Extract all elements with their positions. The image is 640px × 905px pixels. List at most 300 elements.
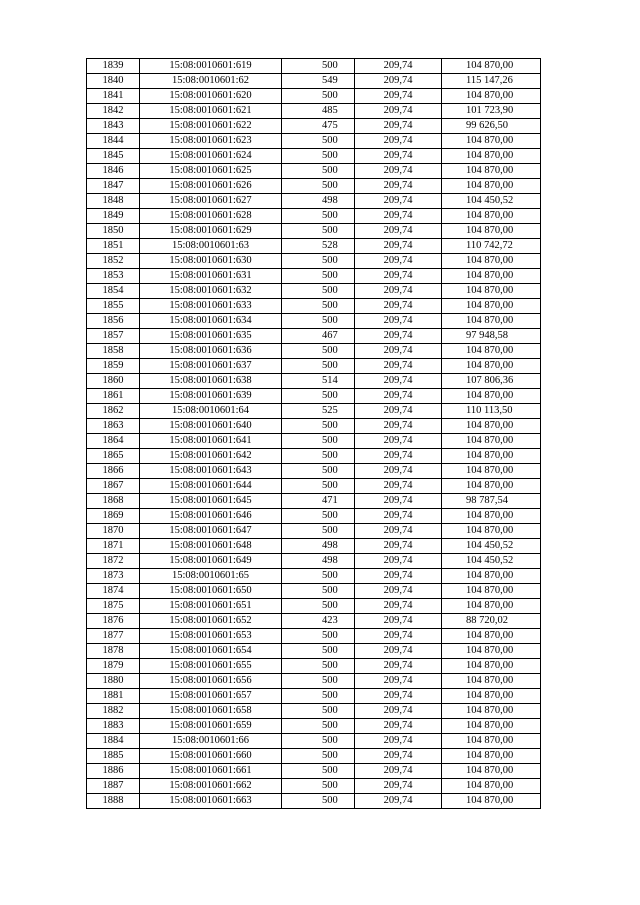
area-cell: 498 xyxy=(282,539,355,554)
total-cell: 97 948,58 xyxy=(442,329,541,344)
cadastral-number-cell: 15:08:0010601:647 xyxy=(140,524,282,539)
row-number-cell: 1850 xyxy=(87,224,140,239)
table-row xyxy=(87,569,541,584)
total-cell: 104 870,00 xyxy=(442,434,541,449)
total-cell: 104 870,00 xyxy=(442,749,541,764)
cadastral-number-cell: 15:08:0010601:637 xyxy=(140,359,282,374)
row-number-cell: 1871 xyxy=(87,539,140,554)
price-cell: 209,74 xyxy=(355,359,442,374)
table-row xyxy=(87,104,541,119)
total-cell: 104 870,00 xyxy=(442,179,541,194)
table-row xyxy=(87,179,541,194)
price-cell: 209,74 xyxy=(355,209,442,224)
row-number-cell: 1857 xyxy=(87,329,140,344)
price-cell: 209,74 xyxy=(355,704,442,719)
area-cell: 500 xyxy=(282,434,355,449)
cadastral-number-cell: 15:08:0010601:639 xyxy=(140,389,282,404)
table-row xyxy=(87,494,541,509)
cadastral-number-cell: 15:08:0010601:626 xyxy=(140,179,282,194)
price-cell: 209,74 xyxy=(355,284,442,299)
row-number-cell: 1862 xyxy=(87,404,140,419)
area-cell: 467 xyxy=(282,329,355,344)
area-cell: 498 xyxy=(282,554,355,569)
table-row xyxy=(87,404,541,419)
row-number-cell: 1877 xyxy=(87,629,140,644)
row-number-cell: 1867 xyxy=(87,479,140,494)
price-cell: 209,74 xyxy=(355,494,442,509)
table-body xyxy=(87,59,541,809)
table-row xyxy=(87,329,541,344)
row-number-cell: 1881 xyxy=(87,689,140,704)
total-cell: 110 742,72 xyxy=(442,239,541,254)
cadastral-number-cell: 15:08:0010601:634 xyxy=(140,314,282,329)
total-cell: 115 147,26 xyxy=(442,74,541,89)
price-cell: 209,74 xyxy=(355,689,442,704)
cadastral-number-cell: 15:08:0010601:623 xyxy=(140,134,282,149)
row-number-cell: 1872 xyxy=(87,554,140,569)
price-cell: 209,74 xyxy=(355,779,442,794)
cadastral-number-cell: 15:08:0010601:654 xyxy=(140,644,282,659)
table-row xyxy=(87,59,541,74)
cadastral-number-cell: 15:08:0010601:633 xyxy=(140,299,282,314)
table-row xyxy=(87,74,541,89)
total-cell: 104 870,00 xyxy=(442,89,541,104)
price-cell: 209,74 xyxy=(355,539,442,554)
cadastral-number-cell: 15:08:0010601:620 xyxy=(140,89,282,104)
table-row xyxy=(87,434,541,449)
table-row xyxy=(87,644,541,659)
table-row xyxy=(87,119,541,134)
cadastral-number-cell: 15:08:0010601:627 xyxy=(140,194,282,209)
table-row xyxy=(87,134,541,149)
total-cell: 104 870,00 xyxy=(442,674,541,689)
table-row xyxy=(87,449,541,464)
cadastral-number-cell: 15:08:0010601:645 xyxy=(140,494,282,509)
cadastral-number-cell: 15:08:0010601:640 xyxy=(140,419,282,434)
row-number-cell: 1880 xyxy=(87,674,140,689)
row-number-cell: 1856 xyxy=(87,314,140,329)
table-row xyxy=(87,254,541,269)
area-cell: 500 xyxy=(282,209,355,224)
price-cell: 209,74 xyxy=(355,674,442,689)
total-cell: 104 870,00 xyxy=(442,164,541,179)
row-number-cell: 1886 xyxy=(87,764,140,779)
area-cell: 500 xyxy=(282,734,355,749)
price-cell: 209,74 xyxy=(355,59,442,74)
cadastral-number-cell: 15:08:0010601:649 xyxy=(140,554,282,569)
total-cell: 104 870,00 xyxy=(442,449,541,464)
total-cell: 104 870,00 xyxy=(442,659,541,674)
area-cell: 485 xyxy=(282,104,355,119)
total-cell: 104 870,00 xyxy=(442,644,541,659)
cadastral-number-cell: 15:08:0010601:621 xyxy=(140,104,282,119)
area-cell: 500 xyxy=(282,419,355,434)
area-cell: 500 xyxy=(282,89,355,104)
area-cell: 549 xyxy=(282,74,355,89)
area-cell: 500 xyxy=(282,344,355,359)
total-cell: 104 870,00 xyxy=(442,464,541,479)
total-cell: 104 870,00 xyxy=(442,389,541,404)
table-row xyxy=(87,749,541,764)
row-number-cell: 1859 xyxy=(87,359,140,374)
row-number-cell: 1876 xyxy=(87,614,140,629)
table-row xyxy=(87,659,541,674)
area-cell: 500 xyxy=(282,59,355,74)
cadastral-table xyxy=(86,58,541,809)
area-cell: 500 xyxy=(282,449,355,464)
area-cell: 500 xyxy=(282,569,355,584)
total-cell: 104 870,00 xyxy=(442,569,541,584)
total-cell: 104 870,00 xyxy=(442,794,541,809)
total-cell: 104 870,00 xyxy=(442,629,541,644)
total-cell: 104 870,00 xyxy=(442,719,541,734)
row-number-cell: 1865 xyxy=(87,449,140,464)
total-cell: 104 450,52 xyxy=(442,554,541,569)
cadastral-number-cell: 15:08:0010601:629 xyxy=(140,224,282,239)
cadastral-number-cell: 15:08:0010601:644 xyxy=(140,479,282,494)
row-number-cell: 1860 xyxy=(87,374,140,389)
total-cell: 104 870,00 xyxy=(442,599,541,614)
row-number-cell: 1853 xyxy=(87,269,140,284)
area-cell: 500 xyxy=(282,314,355,329)
row-number-cell: 1874 xyxy=(87,584,140,599)
cadastral-number-cell: 15:08:0010601:661 xyxy=(140,764,282,779)
area-cell: 500 xyxy=(282,179,355,194)
total-cell: 104 870,00 xyxy=(442,779,541,794)
row-number-cell: 1885 xyxy=(87,749,140,764)
area-cell: 525 xyxy=(282,404,355,419)
cadastral-number-cell: 15:08:0010601:641 xyxy=(140,434,282,449)
table-row xyxy=(87,344,541,359)
area-cell: 475 xyxy=(282,119,355,134)
cadastral-number-cell: 15:08:0010601:656 xyxy=(140,674,282,689)
row-number-cell: 1887 xyxy=(87,779,140,794)
row-number-cell: 1869 xyxy=(87,509,140,524)
row-number-cell: 1854 xyxy=(87,284,140,299)
price-cell: 209,74 xyxy=(355,404,442,419)
row-number-cell: 1845 xyxy=(87,149,140,164)
row-number-cell: 1852 xyxy=(87,254,140,269)
price-cell: 209,74 xyxy=(355,794,442,809)
cadastral-number-cell: 15:08:0010601:646 xyxy=(140,509,282,524)
cadastral-number-cell: 15:08:0010601:662 xyxy=(140,779,282,794)
table-row xyxy=(87,464,541,479)
area-cell: 500 xyxy=(282,794,355,809)
total-cell: 104 870,00 xyxy=(442,419,541,434)
table-row xyxy=(87,584,541,599)
row-number-cell: 1882 xyxy=(87,704,140,719)
cadastral-number-cell: 15:08:0010601:65 xyxy=(140,569,282,584)
price-cell: 209,74 xyxy=(355,524,442,539)
table-row xyxy=(87,149,541,164)
area-cell: 500 xyxy=(282,719,355,734)
table-row xyxy=(87,794,541,809)
table-row xyxy=(87,764,541,779)
row-number-cell: 1879 xyxy=(87,659,140,674)
table-row xyxy=(87,299,541,314)
area-cell: 500 xyxy=(282,509,355,524)
cadastral-number-cell: 15:08:0010601:655 xyxy=(140,659,282,674)
row-number-cell: 1842 xyxy=(87,104,140,119)
price-cell: 209,74 xyxy=(355,299,442,314)
cadastral-number-cell: 15:08:0010601:66 xyxy=(140,734,282,749)
cadastral-number-cell: 15:08:0010601:635 xyxy=(140,329,282,344)
table-row xyxy=(87,554,541,569)
price-cell: 209,74 xyxy=(355,104,442,119)
table-row xyxy=(87,479,541,494)
total-cell: 88 720,02 xyxy=(442,614,541,629)
cadastral-number-cell: 15:08:0010601:63 xyxy=(140,239,282,254)
row-number-cell: 1863 xyxy=(87,419,140,434)
area-cell: 500 xyxy=(282,134,355,149)
area-cell: 423 xyxy=(282,614,355,629)
price-cell: 209,74 xyxy=(355,479,442,494)
area-cell: 500 xyxy=(282,164,355,179)
total-cell: 104 870,00 xyxy=(442,344,541,359)
table-row xyxy=(87,374,541,389)
row-number-cell: 1866 xyxy=(87,464,140,479)
cadastral-number-cell: 15:08:0010601:657 xyxy=(140,689,282,704)
price-cell: 209,74 xyxy=(355,374,442,389)
area-cell: 498 xyxy=(282,194,355,209)
price-cell: 209,74 xyxy=(355,194,442,209)
price-cell: 209,74 xyxy=(355,599,442,614)
cadastral-number-cell: 15:08:0010601:648 xyxy=(140,539,282,554)
price-cell: 209,74 xyxy=(355,344,442,359)
price-cell: 209,74 xyxy=(355,224,442,239)
total-cell: 99 626,50 xyxy=(442,119,541,134)
area-cell: 528 xyxy=(282,239,355,254)
cadastral-number-cell: 15:08:0010601:651 xyxy=(140,599,282,614)
row-number-cell: 1875 xyxy=(87,599,140,614)
cadastral-number-cell: 15:08:0010601:659 xyxy=(140,719,282,734)
total-cell: 104 870,00 xyxy=(442,479,541,494)
area-cell: 471 xyxy=(282,494,355,509)
cadastral-number-cell: 15:08:0010601:64 xyxy=(140,404,282,419)
price-cell: 209,74 xyxy=(355,449,442,464)
cadastral-number-cell: 15:08:0010601:632 xyxy=(140,284,282,299)
total-cell: 104 870,00 xyxy=(442,689,541,704)
price-cell: 209,74 xyxy=(355,569,442,584)
table-row xyxy=(87,524,541,539)
total-cell: 104 870,00 xyxy=(442,284,541,299)
total-cell: 104 450,52 xyxy=(442,539,541,554)
row-number-cell: 1884 xyxy=(87,734,140,749)
price-cell: 209,74 xyxy=(355,614,442,629)
area-cell: 500 xyxy=(282,479,355,494)
table-row xyxy=(87,419,541,434)
table-row xyxy=(87,209,541,224)
total-cell: 104 870,00 xyxy=(442,224,541,239)
cadastral-number-cell: 15:08:0010601:628 xyxy=(140,209,282,224)
row-number-cell: 1858 xyxy=(87,344,140,359)
row-number-cell: 1883 xyxy=(87,719,140,734)
table-row xyxy=(87,224,541,239)
table-row xyxy=(87,89,541,104)
table-row xyxy=(87,314,541,329)
cadastral-number-cell: 15:08:0010601:622 xyxy=(140,119,282,134)
cadastral-number-cell: 15:08:0010601:619 xyxy=(140,59,282,74)
area-cell: 500 xyxy=(282,284,355,299)
total-cell: 104 870,00 xyxy=(442,734,541,749)
row-number-cell: 1888 xyxy=(87,794,140,809)
table-row xyxy=(87,539,541,554)
table-row xyxy=(87,779,541,794)
table-row xyxy=(87,674,541,689)
price-cell: 209,74 xyxy=(355,629,442,644)
table-row xyxy=(87,269,541,284)
price-cell: 209,74 xyxy=(355,749,442,764)
row-number-cell: 1844 xyxy=(87,134,140,149)
table-row xyxy=(87,284,541,299)
area-cell: 500 xyxy=(282,629,355,644)
total-cell: 110 113,50 xyxy=(442,404,541,419)
price-cell: 209,74 xyxy=(355,239,442,254)
table-row xyxy=(87,704,541,719)
total-cell: 104 870,00 xyxy=(442,254,541,269)
total-cell: 104 870,00 xyxy=(442,584,541,599)
area-cell: 500 xyxy=(282,224,355,239)
table-row xyxy=(87,629,541,644)
area-cell: 500 xyxy=(282,674,355,689)
total-cell: 104 870,00 xyxy=(442,59,541,74)
cadastral-number-cell: 15:08:0010601:624 xyxy=(140,149,282,164)
area-cell: 500 xyxy=(282,599,355,614)
price-cell: 209,74 xyxy=(355,179,442,194)
table-row xyxy=(87,689,541,704)
price-cell: 209,74 xyxy=(355,554,442,569)
table-row xyxy=(87,734,541,749)
total-cell: 104 870,00 xyxy=(442,269,541,284)
total-cell: 104 870,00 xyxy=(442,359,541,374)
cadastral-number-cell: 15:08:0010601:630 xyxy=(140,254,282,269)
price-cell: 209,74 xyxy=(355,314,442,329)
price-cell: 209,74 xyxy=(355,584,442,599)
row-number-cell: 1843 xyxy=(87,119,140,134)
row-number-cell: 1878 xyxy=(87,644,140,659)
price-cell: 209,74 xyxy=(355,734,442,749)
cadastral-number-cell: 15:08:0010601:636 xyxy=(140,344,282,359)
row-number-cell: 1841 xyxy=(87,89,140,104)
price-cell: 209,74 xyxy=(355,419,442,434)
row-number-cell: 1855 xyxy=(87,299,140,314)
area-cell: 500 xyxy=(282,764,355,779)
price-cell: 209,74 xyxy=(355,89,442,104)
total-cell: 104 870,00 xyxy=(442,764,541,779)
cadastral-number-cell: 15:08:0010601:642 xyxy=(140,449,282,464)
total-cell: 104 870,00 xyxy=(442,524,541,539)
cadastral-number-cell: 15:08:0010601:653 xyxy=(140,629,282,644)
cadastral-number-cell: 15:08:0010601:663 xyxy=(140,794,282,809)
area-cell: 500 xyxy=(282,749,355,764)
total-cell: 107 806,36 xyxy=(442,374,541,389)
table-row xyxy=(87,239,541,254)
row-number-cell: 1846 xyxy=(87,164,140,179)
total-cell: 104 870,00 xyxy=(442,509,541,524)
row-number-cell: 1868 xyxy=(87,494,140,509)
price-cell: 209,74 xyxy=(355,719,442,734)
area-cell: 500 xyxy=(282,584,355,599)
price-cell: 209,74 xyxy=(355,254,442,269)
cadastral-number-cell: 15:08:0010601:625 xyxy=(140,164,282,179)
row-number-cell: 1848 xyxy=(87,194,140,209)
row-number-cell: 1847 xyxy=(87,179,140,194)
table-row xyxy=(87,599,541,614)
area-cell: 500 xyxy=(282,644,355,659)
price-cell: 209,74 xyxy=(355,119,442,134)
row-number-cell: 1851 xyxy=(87,239,140,254)
area-cell: 500 xyxy=(282,659,355,674)
price-cell: 209,74 xyxy=(355,659,442,674)
area-cell: 500 xyxy=(282,149,355,164)
cadastral-number-cell: 15:08:0010601:643 xyxy=(140,464,282,479)
table-row xyxy=(87,614,541,629)
area-cell: 500 xyxy=(282,689,355,704)
price-cell: 209,74 xyxy=(355,74,442,89)
table-row xyxy=(87,509,541,524)
price-cell: 209,74 xyxy=(355,134,442,149)
row-number-cell: 1849 xyxy=(87,209,140,224)
row-number-cell: 1870 xyxy=(87,524,140,539)
area-cell: 500 xyxy=(282,389,355,404)
area-cell: 500 xyxy=(282,269,355,284)
area-cell: 500 xyxy=(282,359,355,374)
table-row xyxy=(87,389,541,404)
price-cell: 209,74 xyxy=(355,464,442,479)
cadastral-number-cell: 15:08:0010601:658 xyxy=(140,704,282,719)
total-cell: 104 870,00 xyxy=(442,149,541,164)
area-cell: 500 xyxy=(282,524,355,539)
area-cell: 500 xyxy=(282,299,355,314)
area-cell: 514 xyxy=(282,374,355,389)
table-row xyxy=(87,359,541,374)
cadastral-number-cell: 15:08:0010601:650 xyxy=(140,584,282,599)
price-cell: 209,74 xyxy=(355,509,442,524)
price-cell: 209,74 xyxy=(355,644,442,659)
cadastral-number-cell: 15:08:0010601:638 xyxy=(140,374,282,389)
table-row xyxy=(87,164,541,179)
area-cell: 500 xyxy=(282,704,355,719)
row-number-cell: 1864 xyxy=(87,434,140,449)
cadastral-number-cell: 15:08:0010601:652 xyxy=(140,614,282,629)
price-cell: 209,74 xyxy=(355,764,442,779)
price-cell: 209,74 xyxy=(355,269,442,284)
total-cell: 104 870,00 xyxy=(442,704,541,719)
cadastral-number-cell: 15:08:0010601:631 xyxy=(140,269,282,284)
price-cell: 209,74 xyxy=(355,389,442,404)
area-cell: 500 xyxy=(282,254,355,269)
total-cell: 104 870,00 xyxy=(442,314,541,329)
table-row xyxy=(87,719,541,734)
area-cell: 500 xyxy=(282,779,355,794)
table-row xyxy=(87,194,541,209)
total-cell: 101 723,90 xyxy=(442,104,541,119)
price-cell: 209,74 xyxy=(355,149,442,164)
cadastral-number-cell: 15:08:0010601:660 xyxy=(140,749,282,764)
total-cell: 98 787,54 xyxy=(442,494,541,509)
total-cell: 104 870,00 xyxy=(442,209,541,224)
row-number-cell: 1861 xyxy=(87,389,140,404)
row-number-cell: 1839 xyxy=(87,59,140,74)
total-cell: 104 450,52 xyxy=(442,194,541,209)
row-number-cell: 1840 xyxy=(87,74,140,89)
cadastral-number-cell: 15:08:0010601:62 xyxy=(140,74,282,89)
price-cell: 209,74 xyxy=(355,434,442,449)
total-cell: 104 870,00 xyxy=(442,299,541,314)
price-cell: 209,74 xyxy=(355,164,442,179)
area-cell: 500 xyxy=(282,464,355,479)
price-cell: 209,74 xyxy=(355,329,442,344)
